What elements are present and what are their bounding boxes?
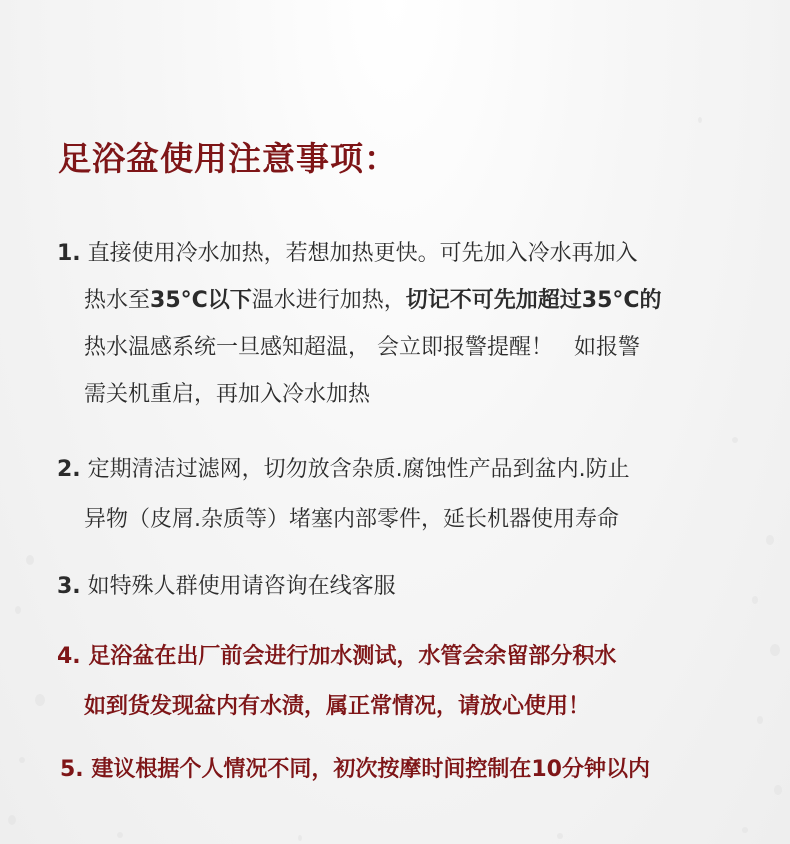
- item-number: 4.: [57, 644, 81, 669]
- notice-item-3: [57, 562, 777, 612]
- notice-item-3-line-1: [57, 562, 777, 612]
- item-text: 定期清洁过滤网，切勿放含杂质.腐蚀性产品到盆内.防止: [87, 457, 630, 482]
- notice-item-4-line-2: [57, 682, 777, 732]
- item-text: 热水至: [84, 288, 151, 313]
- item-text: 建议根据个人情况不同，初次按摩时间控制在10分钟以内: [91, 757, 650, 782]
- item-number: 1.: [57, 241, 81, 266]
- warning-emphasis: 切记不可先加超过35°C的: [405, 288, 662, 313]
- item-text: 热水温感系统一旦感知超温， 会立即报警提醒！ 如报警: [84, 335, 640, 360]
- item-text: 如特殊人群使用请咨询在线客服: [87, 574, 396, 599]
- notice-item-1-line-1: [57, 230, 777, 277]
- item-text: 足浴盆在出厂前会进行加水测试，水管会余留部分积水: [88, 644, 617, 669]
- notice-item-2-line-2: [57, 495, 777, 545]
- item-text: 需关机重启，再加入冷水加热: [84, 382, 371, 407]
- item-text: 直接使用冷水加热，若想加热更快。可先加入冷水再加入: [87, 241, 638, 266]
- notice-item-1-line-2: [57, 277, 777, 324]
- notice-item-1: [57, 230, 777, 418]
- item-text: 温水进行加热，: [251, 288, 406, 313]
- item-number: 2.: [57, 457, 81, 482]
- page-title: 足浴盆使用注意事项：: [58, 139, 398, 178]
- item-text: 异物（皮屑.杂质等）堵塞内部零件，延长机器使用寿命: [84, 507, 619, 532]
- notice-item-1-line-4: [57, 371, 777, 418]
- notice-item-4-line-1: [57, 632, 777, 682]
- item-number: 3.: [57, 574, 81, 599]
- item-number: 5.: [60, 757, 84, 782]
- notice-item-5: [60, 745, 780, 795]
- temperature-limit: 35°C以下: [150, 288, 252, 313]
- notice-item-2: [57, 445, 777, 545]
- notice-item-2-line-1: [57, 445, 777, 495]
- notice-item-1-line-3: [57, 324, 777, 371]
- notice-item-4: [57, 632, 777, 732]
- item-text: 如到货发现盆内有水渍，属正常情况，请放心使用！: [84, 694, 591, 719]
- notice-item-5-line-1: [60, 745, 780, 795]
